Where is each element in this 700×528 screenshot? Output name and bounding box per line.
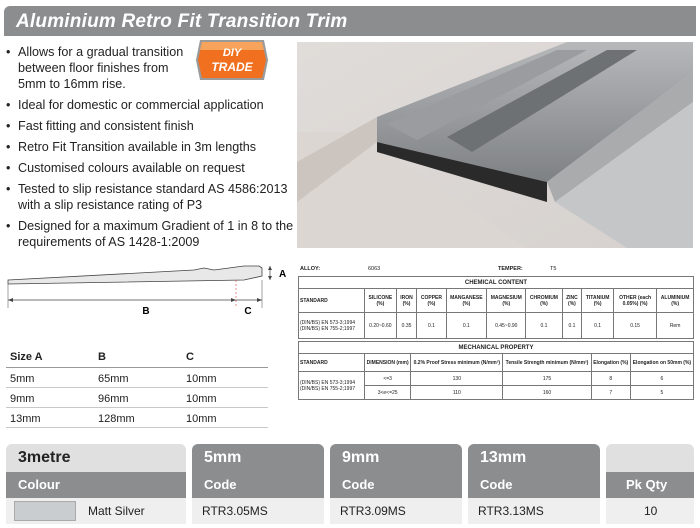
table-cell: 0.35	[396, 313, 417, 339]
badge-top-text: DIY	[222, 47, 242, 59]
mechanical-table	[298, 341, 694, 400]
table-cell: 5	[630, 386, 693, 400]
table-cell: 3<e<=25	[365, 386, 411, 400]
colour-header	[6, 472, 186, 498]
table-cell: 128mm	[98, 413, 135, 425]
header-cell: SILICONE (%)	[365, 289, 397, 313]
product-code: RTR3.05MS	[202, 504, 268, 518]
dim-c-label: C	[244, 306, 252, 317]
title-bar	[4, 6, 696, 36]
list-item: • Customised colours available on request	[6, 160, 296, 176]
table-cell: 7	[591, 386, 630, 400]
table-cell: 5mm	[10, 373, 35, 385]
colour-column	[6, 444, 186, 524]
list-item: • Tested to slip resistance standard AS 4586:2013 with a slip resistance rating of P3	[6, 181, 296, 213]
header-cell: Elongation (%)	[591, 354, 630, 372]
pk-qty-column	[606, 444, 694, 524]
page-title: Aluminium Retro Fit Transition Trim	[16, 11, 348, 32]
table-cell: 13mm	[10, 413, 41, 425]
table-cell: 175	[503, 372, 591, 386]
chem-title: CHEMICAL CONTENT	[299, 277, 694, 289]
alloy-value: 6063	[368, 266, 381, 272]
table-cell: 0.1	[526, 313, 562, 339]
header-cell: MANGANESE (%)	[446, 289, 487, 313]
mech-title: MECHANICAL PROPERTY	[299, 342, 694, 354]
table-cell: 0.1	[562, 313, 582, 339]
header-cell: DIMENSION (mm)	[365, 354, 411, 372]
size-label: 5mm	[204, 449, 242, 466]
temper-value: T5	[550, 266, 557, 272]
table-header	[6, 346, 268, 368]
alloy-label: ALLOY:	[300, 266, 321, 272]
table-cell: 10mm	[186, 393, 217, 405]
header-cell: C	[186, 351, 194, 363]
dim-b-label: B	[142, 306, 150, 317]
list-item: • Retro Fit Transition available in 3m lengths	[6, 139, 296, 155]
header-cell: Tensile Strength minimum (N/mm²)	[503, 354, 591, 372]
table-cell: 10mm	[186, 413, 217, 425]
size-label: 13mm	[480, 449, 527, 466]
header-cell: OTHER (each 0.05%) (%)	[613, 289, 656, 313]
alloy-row	[298, 262, 694, 276]
table-cell: (DIN/BS) EN 573-3;1994 (DIN/BS) EN 755-2;1997	[299, 372, 365, 400]
table-cell: 0.1	[446, 313, 487, 339]
table-cell: <=3	[365, 372, 411, 386]
size-label: 9mm	[342, 449, 380, 466]
badge-bottom-text: TRADE	[211, 60, 253, 74]
list-item: • Allows for a gradual transition between floor finishes from 5mm to 16mm rise.	[6, 44, 196, 92]
header-cell: CHROMIUM (%)	[526, 289, 562, 313]
header-cell: Elongation on 50mm (%)	[630, 354, 693, 372]
colour-value: Matt Silver	[88, 504, 145, 518]
colour-swatch	[14, 501, 76, 521]
product-photo	[297, 42, 693, 248]
code-label: Code	[204, 477, 237, 492]
header-cell: ALUMINIUM (%)	[657, 289, 694, 313]
header-cell: STANDARD	[299, 289, 365, 313]
table-cell: 130	[411, 372, 503, 386]
chemical-table	[298, 276, 694, 339]
table-cell: 65mm	[98, 373, 129, 385]
table-cell: 110	[411, 386, 503, 400]
header-cell: Size A	[10, 351, 43, 363]
length-header	[6, 444, 186, 472]
list-item: • Designed for a maximum Gradient of 1 in 8 to the requirements of AS 1428-1:2009	[6, 218, 296, 250]
product-code: RTR3.13MS	[478, 504, 544, 518]
header-cell: TITANIUM (%)	[582, 289, 614, 313]
table-cell: 0.1	[417, 313, 446, 339]
profile-diagram	[4, 258, 292, 324]
code-column-5mm	[192, 444, 324, 524]
table-cell: 6	[630, 372, 693, 386]
header-cell: 0.2% Proof Stress minimum (N/mm²)	[411, 354, 503, 372]
table-cell: 10mm	[186, 373, 217, 385]
code-column-13mm	[468, 444, 600, 524]
table-cell: 0.15	[613, 313, 656, 339]
colour-label: Colour	[18, 477, 60, 492]
temper-label: TEMPER:	[498, 266, 523, 272]
header-cell: STANDARD	[299, 354, 365, 372]
table-cell: 160	[503, 386, 591, 400]
table-cell: 8	[591, 372, 630, 386]
code-label: Code	[342, 477, 375, 492]
table-row	[6, 368, 268, 388]
colour-row	[6, 498, 186, 524]
table-cell: 0.45~0.90	[487, 313, 526, 339]
table-cell: (DIN/BS) EN 573-3;1994 (DIN/BS) EN 755-2;1997	[299, 313, 365, 339]
code-column-9mm	[330, 444, 462, 524]
dim-a-label: A	[279, 269, 287, 280]
product-code: RTR3.09MS	[340, 504, 406, 518]
table-cell: Rem	[657, 313, 694, 339]
header-cell: ZINC (%)	[562, 289, 582, 313]
pk-qty-label: Pk Qty	[626, 477, 668, 492]
table-row	[6, 408, 268, 428]
table-cell: 0.20~0.60	[365, 313, 397, 339]
table-cell: 0.1	[582, 313, 614, 339]
size-table	[6, 346, 268, 428]
spec-sheet	[298, 262, 694, 400]
table-cell: 9mm	[10, 393, 35, 405]
header-cell: MAGNESIUM (%)	[487, 289, 526, 313]
header-cell: COPPER (%)	[417, 289, 446, 313]
header-cell: IRON (%)	[396, 289, 417, 313]
header-cell: B	[98, 351, 106, 363]
pk-qty-value: 10	[644, 504, 658, 518]
code-label: Code	[480, 477, 513, 492]
table-row	[6, 388, 268, 408]
list-item: • Fast fitting and consistent finish	[6, 118, 296, 134]
list-item: • Ideal for domestic or commercial application	[6, 97, 296, 113]
length-label: 3metre	[18, 449, 71, 466]
diy-trade-badge	[194, 36, 270, 84]
table-cell: 96mm	[98, 393, 129, 405]
